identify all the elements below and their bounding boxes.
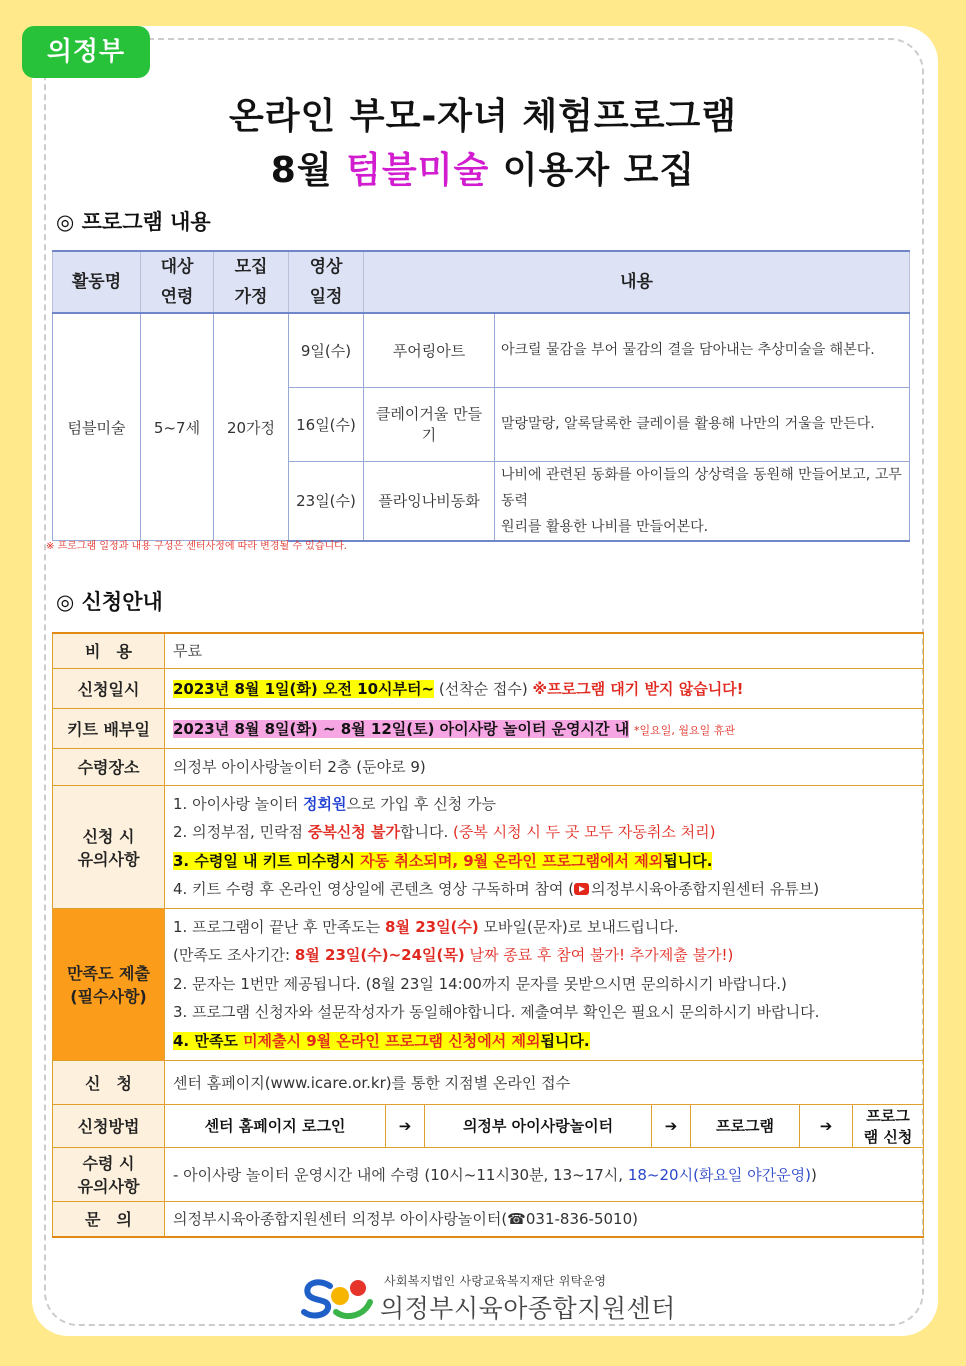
footer-subtitle: 사회복지법인 사랑교육복지재단 위탁운영 bbox=[384, 1274, 607, 1288]
program-title: 플라잉나비동화 bbox=[364, 461, 495, 541]
schedule-note: ※ 프로그램 일정과 내용 구성은 센터사정에 따라 변경될 수 있습니다. bbox=[46, 541, 347, 552]
footer-center-name: 의정부시육아종합지원센터 bbox=[380, 1294, 676, 1323]
kit-value: 2023년 8월 8일(화) ~ 8월 12일(토) 아이사랑 놀이터 운영시간 내 *일요일, 월요일 휴관 bbox=[165, 708, 924, 748]
apply-table bbox=[52, 632, 924, 1238]
schedule-date: 9일(수) bbox=[289, 313, 364, 387]
date-value: 2023년 8월 1일(화) 오전 10시부터~ (선착순 접수) ※프로그램 대기 받지 않습니다! bbox=[165, 668, 924, 708]
apply-value: 센터 홈페이지(www.icare.or.kr)를 통한 지점별 온라인 접수 bbox=[165, 1060, 924, 1104]
method-step-apply: 프로그램 신청 bbox=[853, 1104, 924, 1147]
date-label: 신청일시 bbox=[53, 668, 165, 708]
place-value: 의정부 아이사랑놀이터 2층 (둔야로 9) bbox=[165, 748, 924, 785]
survey-list: 1. 프로그램이 끝난 후 만족도는 8월 23일(수) 모바일(문자)로 보내드립니다. (만족도 조사기간: 8월 23일(수)~24일(목) 날짜 종료 후 참여 불가! 추가제출 불가!) 2. 문자는 1번만 제공됩니다. (8월 23일 14:00까지 문자를 못받으시면 문의하시기 바랍니다.) 3. 프로그램 신청자와 설문작성자가 동일해야합니다. 제출여부 확인은 필요시 문의하시기 바랍니다. 4. 만족도 미제출시 9월 온라인 프로그램 신청에서 제외됩니다. bbox=[165, 908, 924, 1060]
header-content: 내용 bbox=[364, 251, 910, 313]
recruit-count: 20가정 bbox=[214, 313, 289, 541]
arrow-right-icon: ➔ bbox=[386, 1104, 425, 1147]
cost-label: 비 용 bbox=[53, 633, 165, 668]
header-age: 대상 연령 bbox=[141, 251, 214, 313]
caution-list: 1. 아이사랑 놀이터 정회원으로 가입 후 신청 가능 2. 의정부점, 민락점 중복신청 불가합니다. (중복 시청 시 두 곳 모두 자동취소 처리) 3. 수령일 내 키트 미수령시 자동 취소되며, 9월 온라인 프로그램에서 제외됩니다. 4. 키트 수령 후 온라인 영상일에 콘텐츠 영상 구독하며 참여 ( 의정부시육아종합지원센터 유튜브) bbox=[165, 785, 924, 908]
target-age: 5~7세 bbox=[141, 313, 214, 541]
header-recruit: 모집 가정 bbox=[214, 251, 289, 313]
arrow-right-icon: ➔ bbox=[652, 1104, 691, 1147]
survey-label: 만족도 제출 (필수사항) bbox=[53, 908, 165, 1060]
center-logo-icon bbox=[300, 1274, 384, 1324]
arrow-right-icon: ➔ bbox=[800, 1104, 853, 1147]
kit-label: 키트 배부일 bbox=[53, 708, 165, 748]
header-activity: 활동명 bbox=[53, 251, 141, 313]
caution-label: 신청 시 유의사항 bbox=[53, 785, 165, 908]
program-desc: 아크릴 물감을 부어 물감의 결을 담아내는 추상미술을 해본다. bbox=[495, 313, 910, 387]
youtube-icon bbox=[574, 883, 589, 895]
method-label: 신청방법 bbox=[53, 1104, 165, 1147]
apply-label: 신 청 bbox=[53, 1060, 165, 1104]
cost-value: 무료 bbox=[165, 633, 924, 668]
program-table bbox=[52, 250, 910, 542]
program-title: 클레이거울 만들기 bbox=[364, 387, 495, 461]
method-step-login: 센터 홈페이지 로그인 bbox=[165, 1104, 386, 1147]
place-label: 수령장소 bbox=[53, 748, 165, 785]
program-desc: 말랑말랑, 알록달록한 클레이를 활용해 나만의 거울을 만든다. bbox=[495, 387, 910, 461]
program-section-heading: ◎ 프로그램 내용 bbox=[56, 210, 211, 234]
region-badge: 의정부 bbox=[22, 26, 150, 78]
contact-label: 문 의 bbox=[53, 1201, 165, 1237]
pickup-label: 수령 시 유의사항 bbox=[53, 1147, 165, 1201]
page-title-line1: 온라인 부모-자녀 체험프로그램 bbox=[228, 96, 738, 137]
page-title-line2: 8월 텀블미술 이용자 모집 bbox=[270, 150, 696, 191]
pickup-value: - 아이사랑 놀이터 운영시간 내에 수령 (10시~11시30분, 13~17시, 18~20시(화요일 야간운영)) bbox=[165, 1147, 924, 1201]
schedule-date: 16일(수) bbox=[289, 387, 364, 461]
apply-section-heading: ◎ 신청안내 bbox=[56, 590, 163, 614]
header-schedule: 영상 일정 bbox=[289, 251, 364, 313]
method-step-playground: 의정부 아이사랑놀이터 bbox=[425, 1104, 652, 1147]
schedule-date: 23일(수) bbox=[289, 461, 364, 541]
program-desc: 나비에 관련된 동화를 아이들의 상상력을 동원해 만들어보고, 고무동력 원리를 활용한 나비를 만들어본다. bbox=[495, 461, 910, 541]
activity-name: 텀블미술 bbox=[53, 313, 141, 541]
title-highlight: 텀블미술 bbox=[346, 150, 490, 191]
program-title: 푸어링아트 bbox=[364, 313, 495, 387]
method-step-program: 프로그램 bbox=[691, 1104, 800, 1147]
contact-value: 의정부시육아종합지원센터 의정부 아이사랑놀이터(☎031-836-5010) bbox=[165, 1201, 924, 1237]
